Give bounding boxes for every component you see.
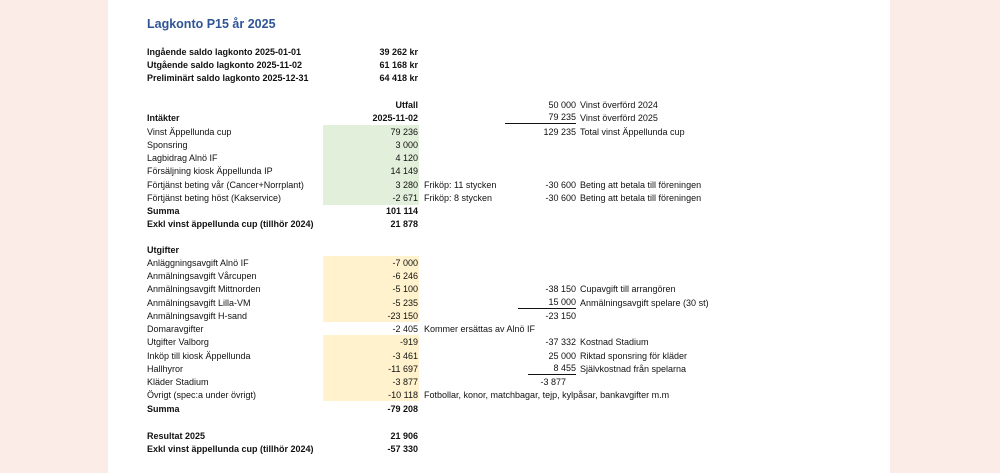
column-header-outcome: Utfall [395,100,418,110]
side-income-value: -30 600 [545,193,576,203]
balance-label: Preliminärt saldo lagkonto 2025-12-31 [147,73,309,83]
expense-sum-value: -79 208 [387,404,418,414]
side-expense-value [528,363,576,375]
side-expense-text: Kostnad Stadium [580,337,649,347]
balance-label: Utgående saldo lagkonto 2025-11-02 [147,60,303,70]
expense-row-label: Anmälningsavgift H-sand [147,311,248,321]
balance-value: 64 418 kr [379,73,418,83]
side-expense-text: Anmälningsavgift spelare (30 st) [580,298,709,308]
side-income-value: -30 600 [545,180,576,190]
expense-row-value: -3 877 [392,377,418,387]
side-expense-value-text: 8 455 [528,363,576,375]
side-income-text: Vinst överförd 2024 [580,100,658,110]
side-expense-value-text: 15 000 [518,297,576,309]
income-row-value: 4 120 [395,153,418,163]
result-excl-value: -57 330 [387,444,418,454]
expense-row-label: Anmälningsavgift Mittnorden [147,284,261,294]
result-label: Resultat 2025 [147,431,206,441]
expense-row-value: -6 246 [392,271,418,281]
side-expense-text: Cupavgift till arrangören [580,284,676,294]
income-row-value: -2 671 [392,193,418,203]
income-row-label: Försäljning kiosk Äppellunda IP [147,166,273,176]
side-expense-value: -3 877 [540,377,566,387]
income-row-value: 3 280 [395,180,418,190]
result-value: 21 906 [390,431,418,441]
spreadsheet-page [108,0,890,473]
page-title: Lagkonto P15 år 2025 [147,17,276,31]
side-income-text: Beting att betala till föreningen [580,180,702,190]
expense-row-label: Utgifter Valborg [147,337,209,347]
income-heading: Intäkter [147,113,180,123]
side-expense-value: 25 000 [548,351,576,361]
income-row-value: 3 000 [395,140,418,150]
balance-value: 39 262 kr [379,47,418,57]
expense-row-value: -2 405 [392,324,418,334]
income-row-note: Friköp: 8 stycken [424,193,493,203]
side-expense-value: -37 332 [545,337,576,347]
income-sum-label: Summa [147,206,180,216]
expense-row-value: -919 [399,337,418,347]
column-header-date: 2025-11-02 [372,113,418,123]
side-income-text: Total vinst Äppellunda cup [580,127,685,137]
expense-row-value: -5 100 [392,284,418,294]
side-income-text: Vinst överförd 2025 [580,113,658,123]
result-excl-label: Exkl vinst äppellunda cup (tillhör 2024) [147,444,314,454]
expense-row-note: Fotbollar, konor, matchbagar, tejp, kylpåsar, bankavgifter m.m [424,390,670,400]
income-row-note: Friköp: 11 stycken [424,180,497,190]
expense-row-value: -11 697 [388,364,418,374]
side-income-value: 129 235 [543,127,576,137]
side-income-text: Beting att betala till föreningen [580,193,702,203]
expense-row-value: -7 000 [392,258,418,268]
side-income-value: 50 000 [548,100,576,110]
expense-row-note: Kommer ersättas av Alnö IF [424,324,536,334]
income-row-label: Sponsring [147,140,188,150]
side-income-value-text: 79 235 [505,112,576,124]
expense-row-value: -10 118 [388,390,418,400]
expense-row-label: Kläder Stadium [147,377,209,387]
expense-heading: Utgifter [147,245,179,255]
expense-row-value: -5 235 [392,298,418,308]
side-expense-text: Självkostnad från spelarna [580,364,687,374]
expense-row-label: Övrigt (spec:a under övrigt) [147,390,257,400]
income-row-value: 79 236 [390,127,418,137]
expense-sum-label: Summa [147,404,180,414]
expense-row-label: Domaravgifter [147,324,204,334]
side-expense-text: Riktad sponsring för kläder [580,351,688,361]
balance-label: Ingående saldo lagkonto 2025-01-01 [147,47,302,57]
expense-row-value: -3 461 [392,351,418,361]
income-excl-label: Exkl vinst äppellunda cup (tillhör 2024) [147,219,314,229]
side-expense-value: -23 150 [545,311,576,321]
side-expense-value: -38 150 [545,284,576,294]
income-row-label: Vinst Äppellunda cup [147,127,232,137]
income-row-label: Förtjänst beting höst (Kakservice) [147,193,282,203]
income-row-label: Förtjänst beting vår (Cancer+Norrplant) [147,180,304,190]
balance-value: 61 168 kr [379,60,418,70]
expense-row-label: Inköp till kiosk Äppellunda [147,351,251,361]
income-sum-value: 101 114 [385,206,418,216]
expense-row-label: Anläggningsavgift Alnö IF [147,258,249,268]
side-expense-value [518,297,576,309]
income-excl-value: 21 878 [390,219,418,229]
expense-row-label: Anmälningsavgift Vårcupen [147,271,257,281]
income-row-value: 14 149 [390,166,418,176]
expense-row-value: -23 150 [387,311,418,321]
income-row-label: Lagbidrag Alnö IF [147,153,218,163]
expense-row-label: Anmälningsavgift Lilla-VM [147,298,251,308]
side-income-value [505,112,576,124]
expense-row-label: Hallhyror [147,364,184,374]
